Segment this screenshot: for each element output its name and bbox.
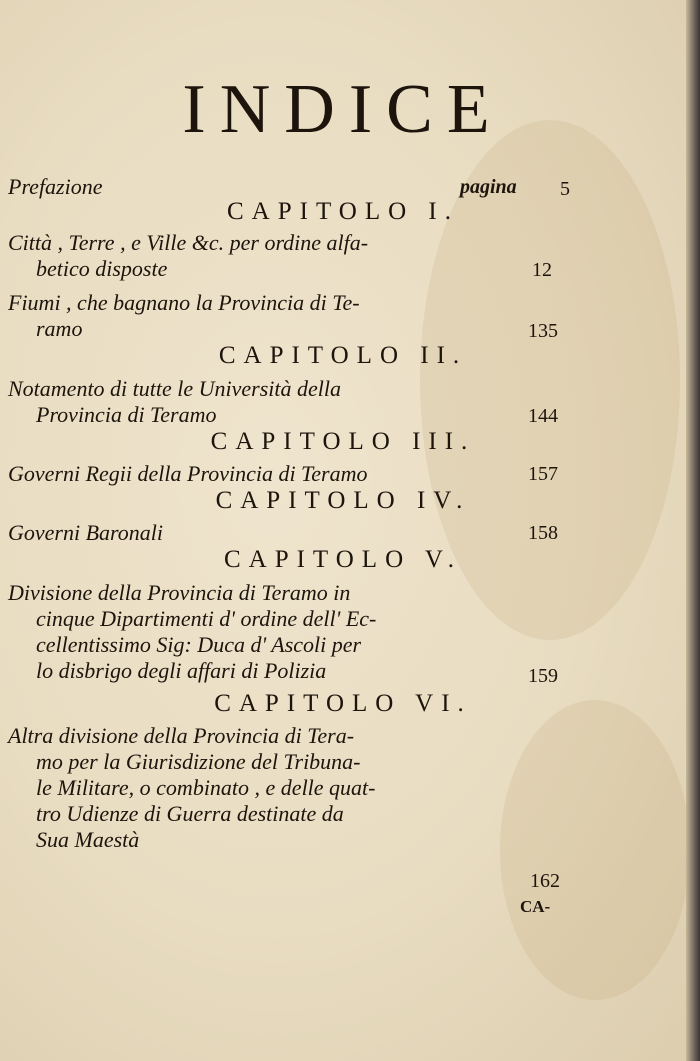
chapter-heading: CAPITOLO V. xyxy=(223,546,463,573)
index-entry xyxy=(8,461,478,487)
entry-line: betico disposte xyxy=(36,256,168,281)
entry-page-number: 162 xyxy=(530,870,560,892)
index-entry xyxy=(8,376,478,428)
chapter-heading: CAPITOLO I. xyxy=(227,198,459,225)
entry-line: ramo xyxy=(36,316,83,341)
entry-line: Prefazione xyxy=(8,174,103,199)
entry-line: Governi Regii della Provincia di Teramo xyxy=(8,461,368,486)
entry-line: cellentissimo Sig: Duca d' Ascoli per xyxy=(36,632,362,657)
entry-page-number: 135 xyxy=(528,320,558,342)
entry-line: le Militare, o combinato , e delle quat- xyxy=(36,775,376,800)
chapter-heading: CAPITOLO III. xyxy=(210,428,476,455)
index-entry xyxy=(8,520,478,546)
entry-line: Fiumi , che bagnano la Provincia di Te- xyxy=(8,290,360,315)
entry-line: Altra divisione della Provincia di Tera- xyxy=(8,723,355,748)
entry-line: Governi Baronali xyxy=(8,520,163,545)
index-entry-preface xyxy=(8,174,478,200)
entry-line: cinque Dipartimenti d' ordine dell' Ec- xyxy=(36,606,377,631)
page-title: INDICE xyxy=(182,71,504,148)
entry-line: Sua Maestà xyxy=(36,827,140,852)
paper-stain xyxy=(500,700,690,1000)
entry-line: tro Udienze di Guerra destinate da xyxy=(36,801,344,826)
entry-page-number: 158 xyxy=(528,522,558,544)
entry-line: Divisione della Provincia di Teramo in xyxy=(8,580,351,605)
index-entry xyxy=(8,580,478,684)
page-edge xyxy=(686,0,700,1061)
pagina-label: pagina xyxy=(460,176,517,198)
entry-page-number: 157 xyxy=(528,463,558,485)
entry-line: lo disbrigo degli affari di Polizia xyxy=(36,658,327,683)
entry-page-number: 159 xyxy=(528,665,558,687)
entry-line: Provincia di Teramo xyxy=(36,402,217,427)
chapter-heading: CAPITOLO VI. xyxy=(214,690,472,717)
index-entry xyxy=(8,290,478,342)
entry-line: Città , Terre , e Ville &c. per ordine alfa- xyxy=(8,230,369,255)
index-entry xyxy=(8,230,478,282)
entry-page-number: 12 xyxy=(532,259,552,281)
chapter-heading: CAPITOLO IV. xyxy=(215,487,471,514)
entry-page-number: 144 xyxy=(528,405,558,427)
chapter-heading: CAPITOLO II. xyxy=(218,342,468,369)
index-entry xyxy=(8,723,478,853)
catchword: CA- xyxy=(520,897,551,916)
entry-line: mo per la Giurisdizione del Tribuna- xyxy=(36,749,361,774)
entry-page-number: 5 xyxy=(560,178,570,200)
entry-line: Notamento di tutte le Università della xyxy=(8,376,342,401)
